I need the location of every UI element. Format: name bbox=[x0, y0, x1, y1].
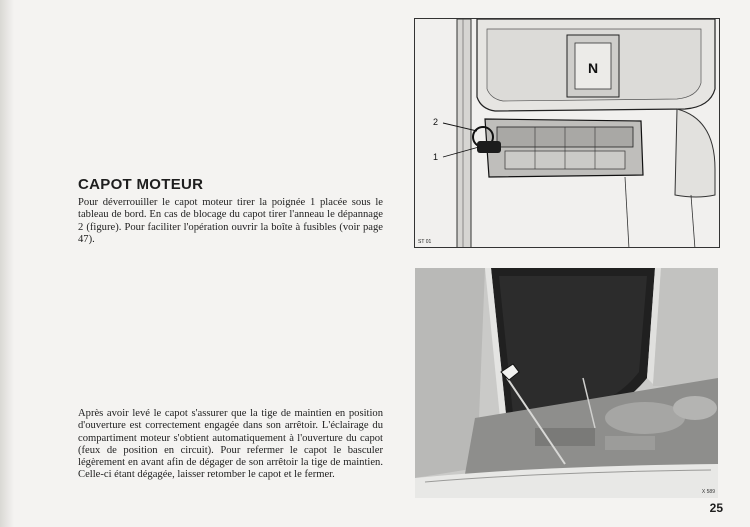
unlock-instructions: Pour déverrouiller le capot moteur tirer la poignée 1 placée sous le tableau de bord. En cas de blocage du capot tirer l'anneau le dépannage 2 (figure). Pour faciliter l'opération ouvrir la boîte à fusibles (voir page 47). bbox=[78, 197, 383, 245]
callout-1: 1 bbox=[433, 152, 439, 162]
gear-label: N bbox=[587, 60, 599, 76]
figure2-code: X 589 bbox=[701, 489, 715, 495]
section-title: CAPOT MOTEUR bbox=[78, 176, 204, 193]
callout-2: 2 bbox=[433, 117, 439, 127]
page-number: 25 bbox=[709, 501, 723, 515]
open-hood-photo bbox=[415, 268, 718, 498]
hood-release-figure bbox=[414, 18, 720, 248]
figure1-code: ST 01 bbox=[418, 239, 432, 245]
binding-shadow bbox=[0, 0, 14, 527]
hood-release-drawing bbox=[415, 19, 720, 248]
support-rod-instructions: Après avoir levé le capot s'assurer que la tige de maintien en position d'ouverture est correctement engagée dans son arrêtoir. L'éclairage du compartiment moteur s'obtient automatiquement à l'ouverture du capot (feux de position en circuit). Pour refermer le capot le basculer légèrement en avant afin de dégager de son arrêtoir la tige de maintien. Celle-ci étant dégagée, laisser retomber le capot et le fermer. bbox=[78, 408, 383, 481]
open-hood-illustration bbox=[415, 268, 718, 498]
